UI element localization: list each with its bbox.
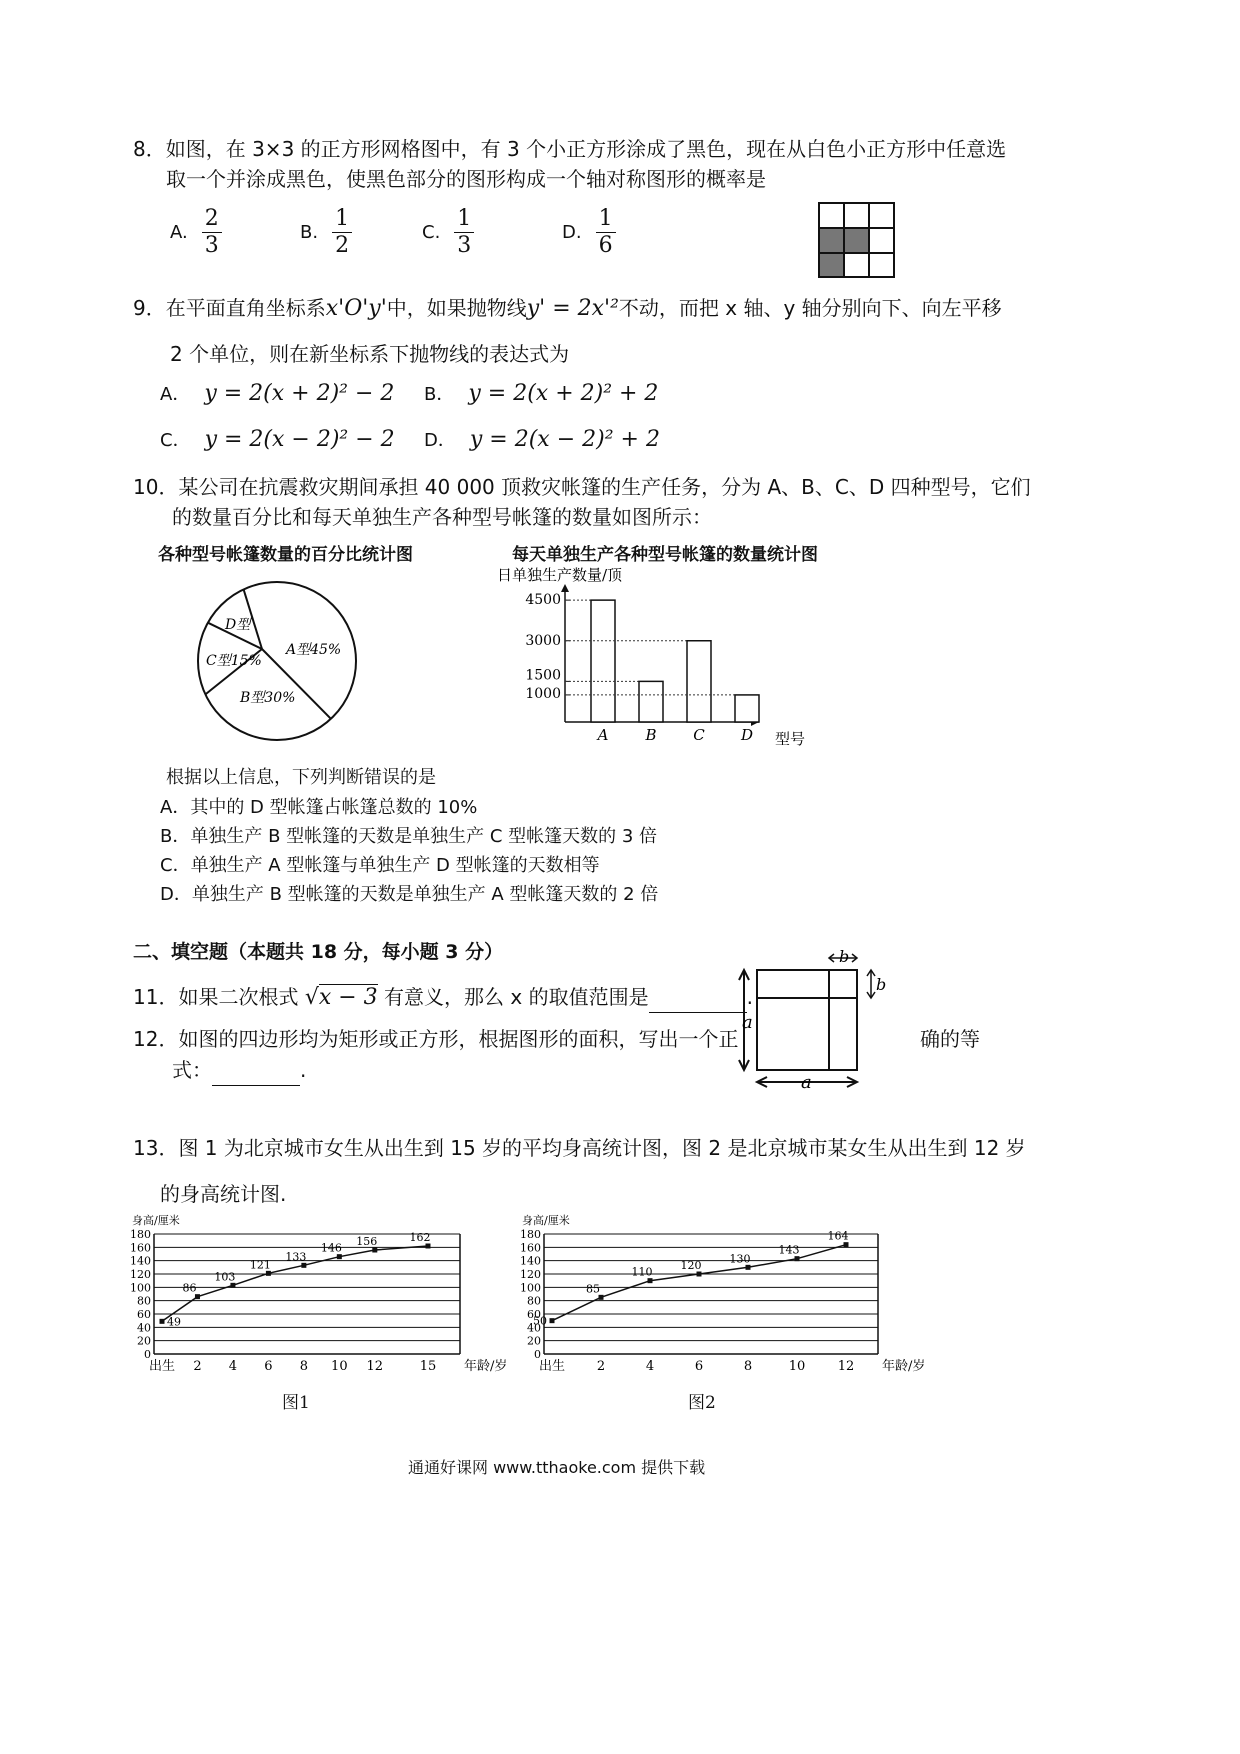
footer: 通通好课网 www.tthaoke.com 提供下载 [408,1458,706,1477]
fraction: $\frac{1}{2}$ [332,206,352,259]
height-data-point [599,1295,604,1300]
option-label: B. [300,222,319,243]
q10-options [160,793,658,909]
height-chart-x-tick: 4 [645,1359,655,1374]
height-chart-y-tick: 120 [130,1268,151,1281]
bar-chart-title: 每天单独生产各种型号帐篷的数量统计图 [512,545,818,565]
bar-b [639,681,663,722]
q13-line2: 的身高统计图. [160,1182,287,1206]
height-data-label: 50 [533,1314,547,1328]
bar-chart [495,562,825,752]
fig-label-b-top: b [839,947,850,966]
bar-a [591,600,615,722]
height-chart-y-tick: 80 [527,1294,541,1308]
q8-line2: 取一个并涂成黑色，使黑色部分的图形构成一个轴对称图形的概率是 [166,167,766,191]
height-chart-x-tick: 12 [366,1359,384,1374]
height-data-point [372,1248,377,1253]
height-data-point [266,1271,271,1276]
pie-slice-boundary [262,649,331,719]
q10-option-b[interactable]: B．单独生产 B 型帐篷的天数是单独生产 C 型帐篷天数的 3 倍 [160,826,658,847]
height-data-label: 146 [320,1241,342,1255]
height-chart-ylabel: 身高/厘米 [132,1214,180,1227]
fig-label-a-bottom: a [801,1072,812,1093]
height-chart-x-tick: 10 [331,1359,348,1374]
option-label: C. [422,222,441,243]
height-chart-x-tick: 4 [228,1359,238,1374]
bar-y-tick-label: 1000 [525,685,561,702]
height-data-point [195,1294,200,1299]
height-chart-y-tick: 140 [130,1254,151,1268]
height-data-point [550,1318,555,1323]
pie-label-b: B型30% [240,690,296,706]
section-title: 二、填空题（本题共 18 分，每小题 3 分） [133,941,504,963]
height-data-label: 85 [586,1282,600,1296]
height-data-label: 164 [827,1229,849,1243]
fraction: $\frac{1}{6}$ [596,206,616,259]
height-data-label: 156 [356,1235,378,1248]
height-chart-y-tick: 20 [527,1334,541,1348]
height-chart-y-tick: 60 [527,1308,541,1321]
height-chart-y-tick: 0 [534,1348,541,1361]
height-chart-y-tick: 180 [520,1228,541,1241]
q9-line2: 2 个单位，则在新坐标系下抛物线的表达式为 [170,342,570,366]
bar-y-tick-label: 4500 [525,592,561,609]
sqrt-expression: √x − 3 [304,985,378,1010]
fraction: $\frac{2}{3}$ [202,206,222,259]
pie-label-a: A型45% [286,642,342,658]
fig1-caption: 图1 [282,1393,310,1413]
q10-option-a[interactable]: A．其中的 D 型帐篷占帐篷总数的 10% [160,797,478,818]
height-data-point [426,1244,431,1249]
height-chart-y-tick: 160 [130,1241,151,1255]
q9-option-d[interactable]: D． y = 2(x − 2)² + 2 [424,426,660,452]
q9-option-c[interactable]: C． y = 2(x − 2)² − 2 [160,426,395,452]
height-chart-x-tick: 6 [264,1359,273,1374]
parabola-equation: y' = 2x'² [526,296,619,321]
bar-category-label: A [597,726,609,744]
q8-option-c[interactable] [422,206,474,259]
height-data-point [697,1272,702,1277]
q12-line2: 式： . [172,1055,306,1086]
height-chart-y-tick: 60 [137,1308,151,1321]
height-chart-y-tick: 0 [144,1348,151,1361]
height-data-label: 110 [631,1265,653,1279]
bar-y-tick-label: 1500 [525,667,561,684]
height-data-label: 162 [409,1231,431,1244]
option-label: A. [170,222,188,243]
height-chart-x-tick: 出生 [148,1359,176,1374]
q8-line1: 8．如图，在 3×3 的正方形网格图中，有 3 个小正方形涂成了黑色，现在从白色小正方形中任意选 [133,137,1007,161]
fig-label-b-right: b [876,975,887,994]
q12-line1-end: 确的等 [920,1027,980,1051]
height-chart-y-tick: 100 [130,1281,151,1295]
height-chart-x-tick: 15 [419,1359,437,1374]
option-label: D. [562,222,582,243]
coordinate-system: x'O'y' [325,296,387,321]
height-data-point [844,1242,849,1247]
height-chart-x-tick: 8 [299,1359,309,1374]
q13-line1: 13．图 1 为北京城市女生从出生到 15 岁的平均身高统计图，图 2 是北京城市某女生从出生到 12 岁 [133,1136,1026,1160]
q8-option-d[interactable] [562,206,616,259]
height-data-point [795,1256,800,1261]
q12-answer-blank[interactable] [212,1055,300,1086]
height-chart-x-tick: 2 [596,1359,606,1374]
pie-chart-title: 各种型号帐篷数量的百分比统计图 [158,545,413,565]
height-data-point [746,1265,751,1270]
height-chart-y-tick: 140 [520,1254,541,1268]
height-data-point [230,1283,235,1288]
height-data-label: 49 [167,1315,181,1329]
height-chart-y-tick: 180 [130,1228,151,1241]
height-chart-y-tick: 20 [137,1334,151,1348]
fig2-caption: 图2 [688,1393,716,1413]
q9-option-a[interactable]: A． y = 2(x + 2)² − 2 [160,380,395,406]
bar-c [687,641,711,722]
height-chart-x-tick: 12 [837,1359,855,1374]
pie-label-c: C型15% [206,653,262,669]
bar-category-label: D [740,726,754,744]
q12-figure [730,948,900,1094]
height-chart-y-tick: 40 [137,1321,151,1335]
height-data-point [301,1263,306,1268]
height-data-label: 143 [778,1243,800,1257]
height-chart-xlabel: 年龄/岁 [882,1359,926,1374]
height-chart-x-tick: 2 [193,1359,202,1374]
q8-option-b[interactable] [300,206,352,259]
height-chart-y-tick: 120 [520,1268,541,1281]
height-data-label: 103 [214,1270,236,1284]
bar-ylabel: 日单独生产数量/顶 [497,566,623,584]
height-data-point [648,1278,653,1283]
height-chart-2 [520,1212,926,1380]
q10-option-c[interactable]: C．单独生产 A 型帐篷与单独生产 D 型帐篷的天数相等 [160,855,600,876]
q12-line1: 12．如图的四边形均为矩形或正方形，根据图形的面积，写出一个正 [133,1027,739,1051]
bar-d [735,695,759,722]
height-data-label: 133 [285,1250,307,1264]
bar-category-label: B [645,726,657,744]
height-chart-y-tick: 100 [520,1281,541,1295]
q9-line1: 9．在平面直角坐标系x'O'y'中，如果抛物线y' = 2x'²不动，而把 x 轴、y 轴分别向下、向左平移 [133,296,1002,321]
height-chart-x-tick: 出生 [538,1359,566,1374]
height-chart-x-tick: 8 [743,1359,753,1374]
height-chart-xlabel: 年龄/岁 [464,1359,508,1374]
q9-option-b[interactable]: B． y = 2(x + 2)² + 2 [424,380,659,406]
q10-line1: 10．某公司在抗震救灾期间承担 40 000 顶救灾帐篷的生产任务，分为 A、B、C、D 四种型号，它们 [133,475,1031,499]
bar-y-tick-label: 3000 [525,632,561,649]
height-chart-1 [130,1212,508,1380]
q10-prompt: 根据以上信息，下列判断错误的是 [166,767,436,788]
height-data-label: 130 [729,1252,751,1266]
height-chart-ylabel: 身高/厘米 [522,1214,570,1227]
fraction: $\frac{1}{3}$ [454,206,474,259]
pie-chart [196,580,366,750]
height-data-label: 86 [182,1281,197,1295]
fig-label-a-left: a [742,1012,753,1033]
q8-option-a[interactable] [170,206,222,259]
height-chart-y-tick: 160 [520,1241,541,1255]
height-chart-y-tick: 40 [527,1321,541,1335]
height-data-point [160,1319,165,1324]
height-chart-x-tick: 6 [694,1359,704,1374]
bar-category-label: C [693,726,705,744]
bar-xlabel: 型号 [775,730,806,748]
q11-line: 11．如果二次根式 √x − 3 有意义，那么 x 的取值范围是 . [133,982,753,1013]
height-chart-x-tick: 10 [788,1359,806,1374]
pie-label-d: D型 [225,617,251,633]
q10-option-d[interactable]: D．单独生产 B 型帐篷的天数是单独生产 A 型帐篷天数的 2 倍 [160,884,659,905]
height-data-label: 121 [249,1258,271,1272]
height-data-label: 120 [680,1259,702,1272]
q8-grid-figure [818,202,896,278]
height-data-point [337,1254,342,1259]
height-chart-y-tick: 80 [137,1294,151,1308]
q10-line2: 的数量百分比和每天单独生产各种型号帐篷的数量如图所示： [172,505,712,529]
